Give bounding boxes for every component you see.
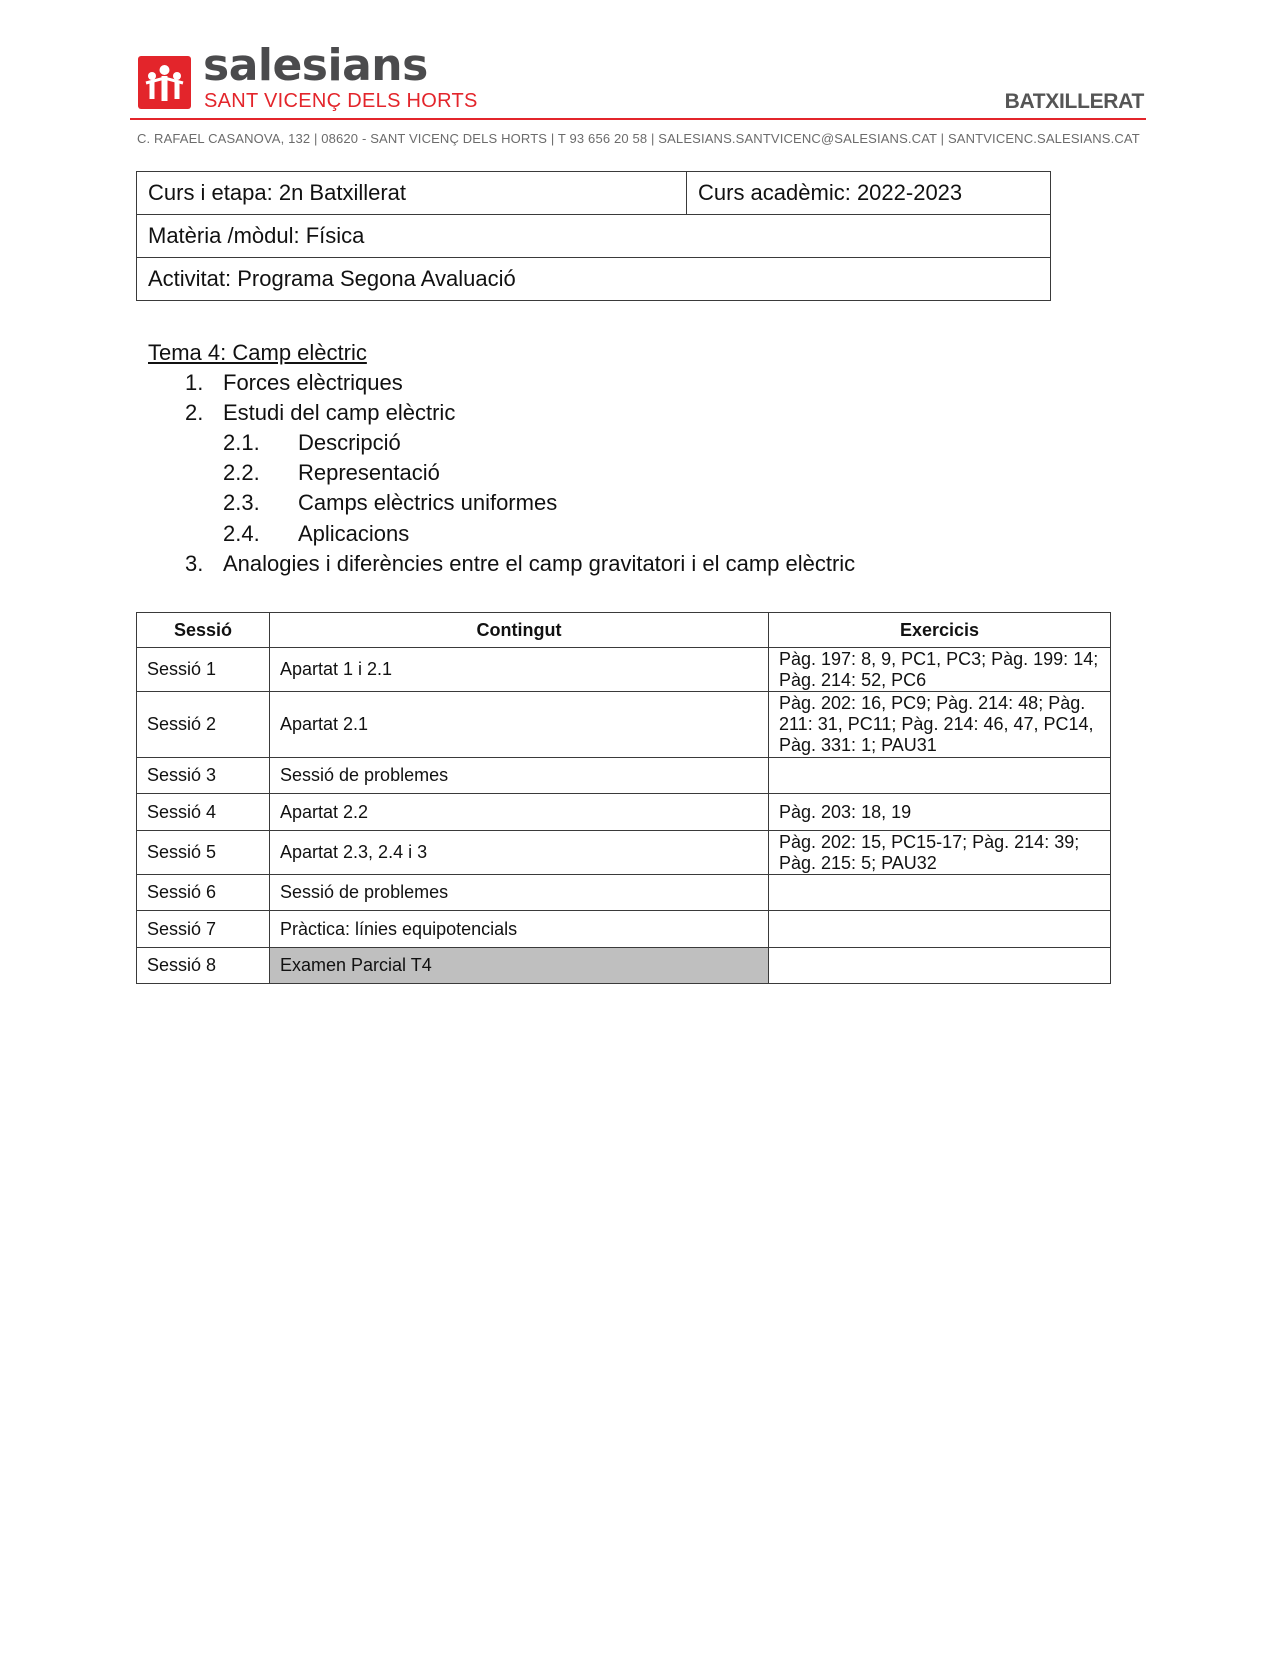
address-line: C. RAFAEL CASANOVA, 132 | 08620 - SANT VICENÇ DELS HORTS | T 93 656 20 58 | SALESIANS.SANTVICENC@SALESIANS.CAT | SANTVICENC.SALESIANS.CAT	[137, 131, 1140, 146]
list-number: 2.3.	[223, 490, 260, 515]
header-divider	[130, 118, 1146, 120]
content-cell: Pràctica: línies equipotencials	[270, 911, 769, 948]
table-row	[137, 875, 1111, 911]
session-cell: Sessió 1	[137, 648, 270, 692]
list-item: Analogies i diferències entre el camp gravitatori i el camp elèctric	[223, 551, 856, 576]
salesians-logo-icon	[138, 56, 191, 109]
content-cell: Apartat 1 i 2.1	[270, 648, 769, 692]
exercises-cell	[769, 875, 1111, 911]
exercises-cell	[769, 948, 1111, 984]
table-row	[137, 758, 1111, 794]
header-content: Contingut	[270, 613, 769, 648]
table-row	[137, 831, 1111, 875]
exercises-cell: Pàg. 202: 15, PC15-17; Pàg. 214: 39; Pàg. 215: 5; PAU32	[769, 831, 1111, 875]
list-number: 2.2.	[223, 460, 260, 485]
table-header-row	[137, 613, 1111, 648]
table-row	[137, 648, 1111, 692]
header-exercises: Exercicis	[769, 613, 1111, 648]
exercises-cell: Pàg. 202: 16, PC9; Pàg. 214: 48; Pàg. 211: 31, PC11; Pàg. 214: 46, 47, PC14, Pàg. 331: 1; PAU31	[769, 692, 1111, 758]
academic-year-cell: Curs acadèmic: 2022-2023	[687, 172, 1051, 215]
content-cell: Apartat 2.1	[270, 692, 769, 758]
session-cell: Sessió 7	[137, 911, 270, 948]
table-row	[137, 794, 1111, 831]
info-row	[137, 215, 1051, 258]
header-session: Sessió	[137, 613, 270, 648]
list-item: Estudi del camp elèctric	[223, 400, 456, 425]
content-cell: Apartat 2.3, 2.4 i 3	[270, 831, 769, 875]
activity-cell: Activitat: Programa Segona Avaluació	[137, 258, 1051, 301]
content-cell: Sessió de problemes	[270, 758, 769, 794]
topic-title: Tema 4: Camp elèctric	[148, 340, 367, 365]
subject-cell: Matèria /mòdul: Física	[137, 215, 1051, 258]
exercises-cell	[769, 758, 1111, 794]
list-item: Representació	[298, 460, 440, 485]
brand-name: salesians	[203, 40, 428, 91]
session-cell: Sessió 2	[137, 692, 270, 758]
info-row	[137, 172, 1051, 215]
list-number: 3.	[185, 551, 204, 576]
list-item: Forces elèctriques	[223, 370, 403, 395]
course-cell: Curs i etapa: 2n Batxillerat	[137, 172, 687, 215]
exercises-cell: Pàg. 203: 18, 19	[769, 794, 1111, 831]
content-cell: Apartat 2.2	[270, 794, 769, 831]
level-label: BATXILLERAT	[1004, 90, 1144, 113]
content-cell-highlighted: Examen Parcial T4	[270, 948, 769, 984]
session-cell: Sessió 3	[137, 758, 270, 794]
table-row	[137, 692, 1111, 758]
list-item: Aplicacions	[298, 521, 410, 546]
info-table	[136, 171, 1051, 301]
table-row	[137, 911, 1111, 948]
list-item: Camps elèctrics uniformes	[298, 490, 558, 515]
list-number: 2.4.	[223, 521, 260, 546]
list-number: 1.	[185, 370, 204, 395]
salesians-logo	[138, 56, 191, 109]
session-cell: Sessió 6	[137, 875, 270, 911]
content-cell: Sessió de problemes	[270, 875, 769, 911]
session-cell: Sessió 5	[137, 831, 270, 875]
list-number: 2.1.	[223, 430, 260, 455]
session-cell: Sessió 8	[137, 948, 270, 984]
table-row	[137, 948, 1111, 984]
session-cell: Sessió 4	[137, 794, 270, 831]
info-row	[137, 258, 1051, 301]
list-number: 2.	[185, 400, 204, 425]
brand-subtitle: SANT VICENÇ DELS HORTS	[204, 90, 478, 112]
list-item: Descripció	[298, 430, 401, 455]
sessions-table	[136, 612, 1111, 984]
exercises-cell: Pàg. 197: 8, 9, PC1, PC3; Pàg. 199: 14; Pàg. 214: 52, PC6	[769, 648, 1111, 692]
exercises-cell	[769, 911, 1111, 948]
